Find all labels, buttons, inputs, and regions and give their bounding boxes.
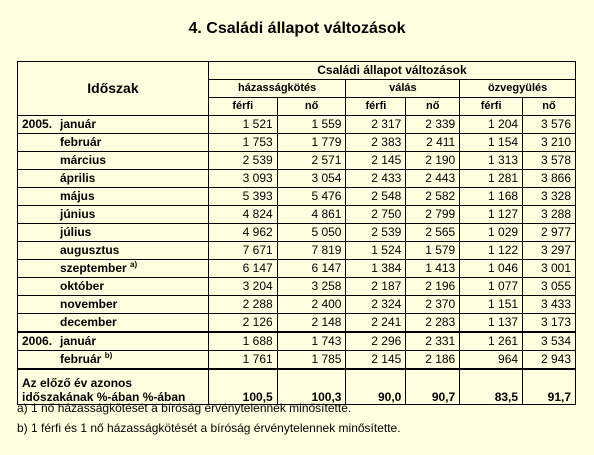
table-row [18, 224, 576, 242]
period-cell [18, 242, 209, 260]
value-cell: 2 288 [208, 296, 277, 314]
value-cell: 3 576 [523, 116, 576, 134]
period-cell [18, 152, 209, 170]
gender-header: férfi [346, 98, 406, 116]
value-cell: 1 151 [460, 296, 523, 314]
value-cell: 5 393 [208, 188, 277, 206]
month-label: június [60, 207, 96, 221]
summary-value: 90,0 [346, 369, 406, 405]
data-table [17, 61, 576, 405]
table-row [18, 314, 576, 333]
period-cell [18, 278, 209, 296]
gender-header: nő [277, 98, 346, 116]
gender-header: férfi [208, 98, 277, 116]
value-cell: 7 671 [208, 242, 277, 260]
table-row [18, 152, 576, 170]
value-cell: 4 861 [277, 206, 346, 224]
period-cell [18, 170, 209, 188]
table-row [18, 206, 576, 224]
table-row [18, 332, 576, 351]
value-cell: 2 383 [346, 134, 406, 152]
month-label: szeptember [60, 261, 127, 275]
marriage-header: házasságkötés [208, 80, 346, 98]
value-cell: 2 148 [277, 314, 346, 333]
period-cell [18, 332, 209, 351]
value-cell: 6 147 [208, 260, 277, 278]
period-cell [18, 314, 209, 333]
value-cell: 3 288 [523, 206, 576, 224]
value-cell: 1 154 [460, 134, 523, 152]
month-label: augusztus [60, 243, 120, 257]
value-cell: 2 799 [406, 206, 460, 224]
value-cell: 2 571 [277, 152, 346, 170]
value-cell: 2 443 [406, 170, 460, 188]
value-cell: 1 137 [460, 314, 523, 333]
table-row [18, 134, 576, 152]
value-cell: 3 210 [523, 134, 576, 152]
month-label: február [60, 352, 102, 366]
value-cell: 3 866 [523, 170, 576, 188]
value-cell: 2 241 [346, 314, 406, 333]
value-cell: 1 077 [460, 278, 523, 296]
summary-value: 91,7 [523, 369, 576, 405]
value-cell: 3 258 [277, 278, 346, 296]
period-cell [18, 260, 209, 278]
value-cell: 1 579 [406, 242, 460, 260]
widowhood-header: özvegyülés [460, 80, 576, 98]
month-label: október [60, 279, 105, 293]
month-label: július [60, 225, 92, 239]
value-cell: 1 521 [208, 116, 277, 134]
gender-header: nő [406, 98, 460, 116]
value-cell: 1 524 [346, 242, 406, 260]
period-cell [18, 188, 209, 206]
summary-value: 90,7 [406, 369, 460, 405]
value-cell: 2 943 [523, 351, 576, 370]
value-cell: 1 753 [208, 134, 277, 152]
value-cell: 2 750 [346, 206, 406, 224]
value-cell: 3 578 [523, 152, 576, 170]
summary-line: időszakának %-ában %-ában [22, 390, 186, 404]
value-cell: 2 331 [406, 332, 460, 351]
month-label: március [60, 153, 107, 167]
value-cell: 7 819 [277, 242, 346, 260]
footnote: b) 1 férfi és 1 nő házasságkötését a bíróság érvénytelennek minősítette. [17, 421, 401, 435]
value-cell: 3 173 [523, 314, 576, 333]
value-cell: 2 411 [406, 134, 460, 152]
value-cell: 2 317 [346, 116, 406, 134]
gender-header: nő [523, 98, 576, 116]
value-cell: 1 168 [460, 188, 523, 206]
page-title: 4. Családi állapot változások [188, 20, 406, 37]
value-cell: 2 565 [406, 224, 460, 242]
value-cell: 2 145 [346, 351, 406, 370]
summary-value: 100,5 [208, 369, 277, 405]
value-cell: 1 559 [277, 116, 346, 134]
footnote-marker: a) [130, 260, 138, 269]
value-cell: 2 433 [346, 170, 406, 188]
value-cell: 2 539 [208, 152, 277, 170]
value-cell: 4 962 [208, 224, 277, 242]
summary-line: Az előző év azonos [22, 376, 133, 390]
year-label: 2006. [22, 334, 53, 348]
group-header: Családi állapot változások [208, 62, 575, 80]
period-cell [18, 224, 209, 242]
footnote: a) 1 nő házasságkötését a bíróság érvénytelennek minősítette. [17, 401, 352, 415]
value-cell: 6 147 [277, 260, 346, 278]
value-cell: 5 050 [277, 224, 346, 242]
value-cell: 2 582 [406, 188, 460, 206]
table-row [18, 170, 576, 188]
value-cell: 3 055 [523, 278, 576, 296]
value-cell: 2 539 [346, 224, 406, 242]
month-label: május [60, 189, 95, 203]
value-cell: 2 145 [346, 152, 406, 170]
value-cell: 1 688 [208, 332, 277, 351]
value-cell: 3 297 [523, 242, 576, 260]
value-cell: 3 204 [208, 278, 277, 296]
value-cell: 2 548 [346, 188, 406, 206]
month-label: január [60, 117, 97, 131]
value-cell: 1 785 [277, 351, 346, 370]
value-cell: 3 054 [277, 170, 346, 188]
value-cell: 2 400 [277, 296, 346, 314]
table-row [18, 242, 576, 260]
gender-header: férfi [460, 98, 523, 116]
table-row [18, 278, 576, 296]
value-cell: 2 339 [406, 116, 460, 134]
value-cell: 1 413 [406, 260, 460, 278]
period-cell [18, 206, 209, 224]
value-cell: 964 [460, 351, 523, 370]
month-label: november [60, 297, 118, 311]
value-cell: 1 122 [460, 242, 523, 260]
value-cell: 1 127 [460, 206, 523, 224]
value-cell: 3 328 [523, 188, 576, 206]
table-row [18, 188, 576, 206]
period-cell [18, 116, 209, 134]
value-cell: 1 384 [346, 260, 406, 278]
value-cell: 3 001 [523, 260, 576, 278]
value-cell: 1 761 [208, 351, 277, 370]
value-cell: 3 433 [523, 296, 576, 314]
value-cell: 2 190 [406, 152, 460, 170]
value-cell: 1 281 [460, 170, 523, 188]
value-cell: 2 186 [406, 351, 460, 370]
divorce-header: válás [346, 80, 460, 98]
value-cell: 1 029 [460, 224, 523, 242]
value-cell: 2 126 [208, 314, 277, 333]
footnote-marker: b) [104, 351, 113, 360]
value-cell: 3 534 [523, 332, 576, 351]
footnotes [17, 398, 401, 438]
table-row [18, 116, 576, 134]
period-cell [18, 351, 209, 370]
value-cell: 5 476 [277, 188, 346, 206]
year-label: 2005. [22, 117, 53, 131]
value-cell: 2 283 [406, 314, 460, 333]
value-cell: 1 261 [460, 332, 523, 351]
summary-value: 100,3 [277, 369, 346, 405]
period-cell [18, 296, 209, 314]
month-label: április [60, 171, 96, 185]
value-cell: 1 046 [460, 260, 523, 278]
value-cell: 3 093 [208, 170, 277, 188]
month-label: február [60, 135, 102, 149]
value-cell: 2 324 [346, 296, 406, 314]
value-cell: 2 296 [346, 332, 406, 351]
period-cell [18, 134, 209, 152]
value-cell: 1 204 [460, 116, 523, 134]
table-row [18, 260, 576, 278]
month-label: január [60, 334, 97, 348]
value-cell: 1 779 [277, 134, 346, 152]
value-cell: 1 743 [277, 332, 346, 351]
value-cell: 1 313 [460, 152, 523, 170]
value-cell: 2 187 [346, 278, 406, 296]
table-row [18, 296, 576, 314]
value-cell: 2 196 [406, 278, 460, 296]
value-cell: 2 977 [523, 224, 576, 242]
period-header: Időszak [18, 62, 209, 116]
summary-value: 83,5 [460, 369, 523, 405]
table-row [18, 351, 576, 370]
value-cell: 2 370 [406, 296, 460, 314]
month-label: december [60, 315, 117, 329]
value-cell: 4 824 [208, 206, 277, 224]
